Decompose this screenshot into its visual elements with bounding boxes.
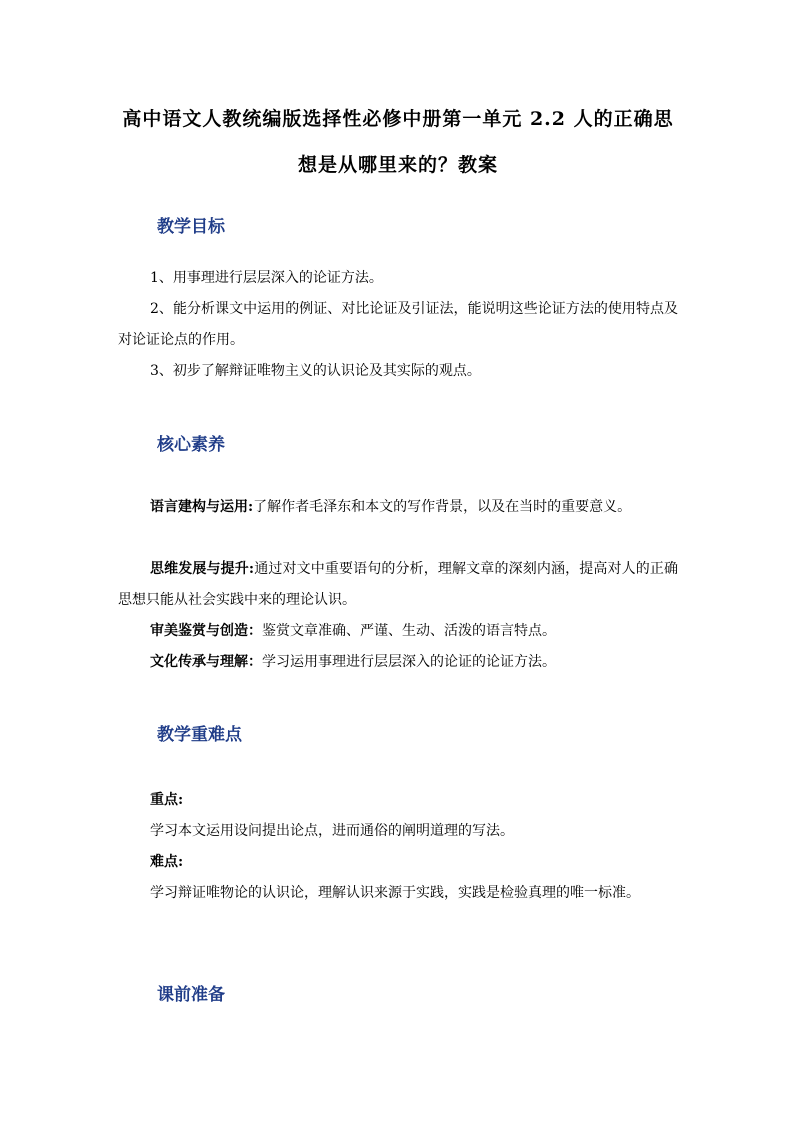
literacy-text: 鉴赏文章准确、严谨、生动、活泼的语言特点。	[262, 623, 556, 639]
literacy-text: 通过对文中重要语句的分析，理解文章的深刻内涵，提高对人的正确思想只能从社会实践中来的理论认识。	[118, 561, 679, 608]
heading-key-points: 教学重难点	[157, 725, 242, 745]
document-title: 高中语文人教统编版选择性必修中册第一单元 2.2 人的正确思想是从哪里来的？教案	[122, 108, 674, 176]
literacy-item-aesthetic	[118, 616, 678, 647]
literacy-item-culture	[118, 647, 678, 678]
literacy-label: 文化传承与理解：	[150, 654, 262, 670]
focus-text: 学习本文运用设问提出论点，进而通俗的阐明道理的写法。	[150, 823, 514, 839]
literacy-item-thinking	[118, 554, 678, 616]
focus-label: 重点:	[150, 792, 184, 808]
literacy-text: 学习运用事理进行层层深入的论证的论证方法。	[262, 654, 556, 670]
objective-item-2: 2、能分析课文中运用的例证、对比论证及引证法，能说明这些论证方法的使用特点及对论证论点的作用。	[118, 301, 678, 348]
literacy-item-language	[118, 492, 678, 523]
objective-item-3: 3、初步了解辩证唯物主义的认识论及其实际的观点。	[150, 363, 481, 379]
objective-item-1: 1、用事理进行层层深入的论证方法。	[150, 270, 383, 286]
literacy-text: 了解作者毛泽东和本文的写作背景，以及在当时的重要意义。	[253, 499, 632, 515]
heading-objectives: 教学目标	[157, 217, 225, 237]
heading-literacy: 核心素养	[157, 435, 225, 455]
heading-preparation: 课前准备	[157, 985, 225, 1005]
difficulty-label: 难点:	[150, 854, 184, 870]
literacy-label: 语言建构与运用:	[150, 499, 254, 515]
literacy-label: 思维发展与提升:	[150, 561, 255, 577]
difficulty-text: 学习辩证唯物论的认识论，理解认识来源于实践，实践是检验真理的唯一标准。	[150, 885, 640, 901]
literacy-label: 审美鉴赏与创造：	[150, 623, 262, 639]
